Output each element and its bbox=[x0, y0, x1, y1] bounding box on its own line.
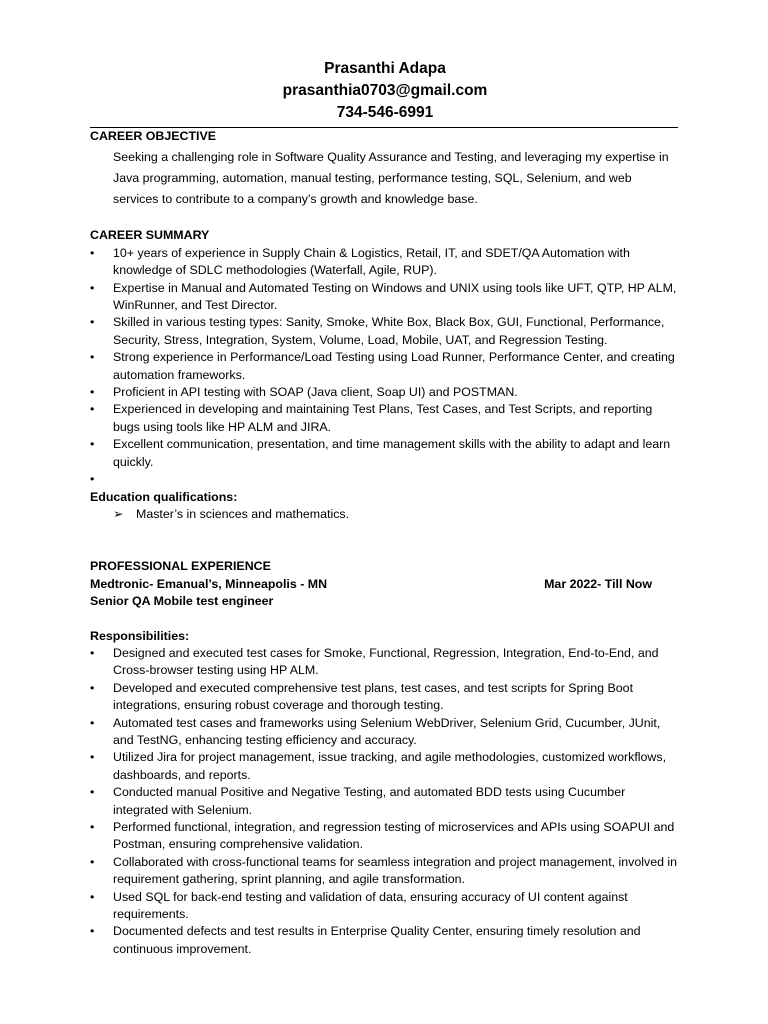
career-objective-heading: CAREER OBJECTIVE bbox=[90, 129, 216, 143]
list-item: ➢ Master’s in sciences and mathematics. bbox=[90, 506, 680, 523]
list-item: • Developed and executed comprehensive test plans, test cases, and test scripts for Spring Boot integrations, ensuring robust coverage and thorough testing. bbox=[90, 680, 634, 713]
bullet-dot-icon: • bbox=[90, 924, 95, 939]
list-item: • Conducted manual Positive and Negative Testing, and automated BDD tests using Cucumber integrated with Selenium. bbox=[90, 785, 626, 817]
list-item: • Excellent communication, presentation, and time management skills with the ability to adapt and learn quickly. bbox=[90, 437, 671, 469]
list-item: • Proficient in API testing with SOAP (Java client, Soap UI) and POSTMAN. bbox=[90, 384, 680, 401]
list-item: • Skilled in various testing types: Sanity, Smoke, White Box, Black Box, GUI, Functional, Performance, Security, Stress, Integration, System, Volume, Load, Mobile, UAT, and Regression Testing. bbox=[90, 315, 665, 347]
resume-header bbox=[90, 58, 680, 124]
bullet-dot-icon: • bbox=[90, 245, 95, 260]
bullet-dot-icon: • bbox=[90, 750, 95, 765]
bullet-dot-icon: • bbox=[90, 437, 95, 452]
list-item: • Strong experience in Performance/Load Testing using Load Runner, Performance Center, and creating automation frameworks. bbox=[90, 350, 675, 382]
education-heading: Education qualifications: bbox=[90, 489, 238, 504]
career-summary-heading: CAREER SUMMARY bbox=[90, 228, 210, 243]
list-item: • Expertise in Manual and Automated Testing on Windows and UNIX using tools like UFT, QTP, HP ALM, WinRunner, and Test Director. bbox=[90, 280, 677, 313]
list-item: • Documented defects and test results in Enterprise Quality Center, ensuring timely resolution and continuous improvement. bbox=[90, 924, 641, 956]
career-objective-text: Seeking a challenging role in Software Quality Assurance and Testing, and leveraging my expertise in Java programming, automation, manual testing, performance testing, SQL, Selenium, and web services to contribute to a company’s growth and knowledge base. bbox=[113, 150, 669, 207]
bullet-dot-icon: • bbox=[90, 350, 95, 365]
bullet-dot-icon: • bbox=[90, 889, 95, 904]
candidate-phone: 734-546-6991 bbox=[336, 104, 434, 121]
arrow-bullet-icon: ➢ bbox=[113, 506, 124, 521]
company-name: Medtronic- Emanual’s, Minneapolis - MN bbox=[90, 576, 328, 591]
job-header-row bbox=[90, 576, 652, 593]
bullet-dot-icon: • bbox=[90, 280, 95, 295]
candidate-name: Prasanthi Adapa bbox=[324, 60, 446, 77]
responsibilities-heading: Responsibilities: bbox=[90, 628, 190, 643]
candidate-email: prasanthia0703@gmail.com bbox=[282, 82, 488, 99]
list-item: • Collaborated with cross-functional teams for seamless integration and project management, involved in requirement gathering, sprint planning, and agile transformation. bbox=[90, 854, 678, 887]
list-item: • 10+ years of experience in Supply Chain & Logistics, Retail, IT, and SDET/QA Automation with knowledge of SDLC methodologies (Waterfall, Agile, RUP). bbox=[90, 245, 630, 278]
job-dates: Mar 2022- Till Now bbox=[544, 576, 652, 591]
bullet-dot-icon: • bbox=[90, 472, 95, 487]
bullet-dot-icon: • bbox=[90, 715, 95, 730]
bullet-dot-icon: • bbox=[90, 785, 95, 800]
list-item: • Designed and executed test cases for Smoke, Functional, Regression, Integration, End-to-End, and Cross-browser testing using HP ALM. bbox=[90, 645, 659, 678]
list-item: • Experienced in developing and maintaining Test Plans, Test Cases, and Test Scripts, and reporting bugs using tools like HP ALM and JIRA. bbox=[90, 402, 653, 434]
bullet-dot-icon: • bbox=[90, 820, 95, 834]
bullet-dot-icon: • bbox=[90, 402, 95, 417]
bullet-dot-icon: • bbox=[90, 680, 95, 695]
professional-experience-heading: PROFESSIONAL EXPERIENCE bbox=[90, 559, 271, 574]
list-item bbox=[90, 471, 680, 488]
job-role: Senior QA Mobile test engineer bbox=[90, 594, 274, 609]
career-summary-list bbox=[90, 245, 680, 489]
bullet-dot-icon: • bbox=[90, 854, 95, 869]
list-item: • Performed functional, integration, and regression testing of microservices and APIs using SOAPUI and Postman, ensuring comprehensive validation. bbox=[90, 820, 675, 852]
bullet-dot-icon: • bbox=[90, 645, 95, 660]
responsibilities-list bbox=[90, 645, 680, 958]
list-item: • Automated test cases and frameworks using Selenium WebDriver, Selenium Grid, Cucumber, JUnit, and TestNG, enhancing testing efficiency and accuracy. bbox=[90, 715, 661, 747]
bullet-dot-icon: • bbox=[90, 385, 95, 400]
resume-page bbox=[90, 58, 680, 958]
list-item: • Used SQL for back-end testing and validation of data, ensuring accuracy of UI content against requirements. bbox=[90, 889, 628, 922]
education-list bbox=[90, 506, 680, 523]
bullet-dot-icon: • bbox=[90, 315, 95, 330]
list-item: • Utilized Jira for project management, issue tracking, and agile methodologies, customized workflows, dashboards, and reports. bbox=[90, 750, 667, 782]
